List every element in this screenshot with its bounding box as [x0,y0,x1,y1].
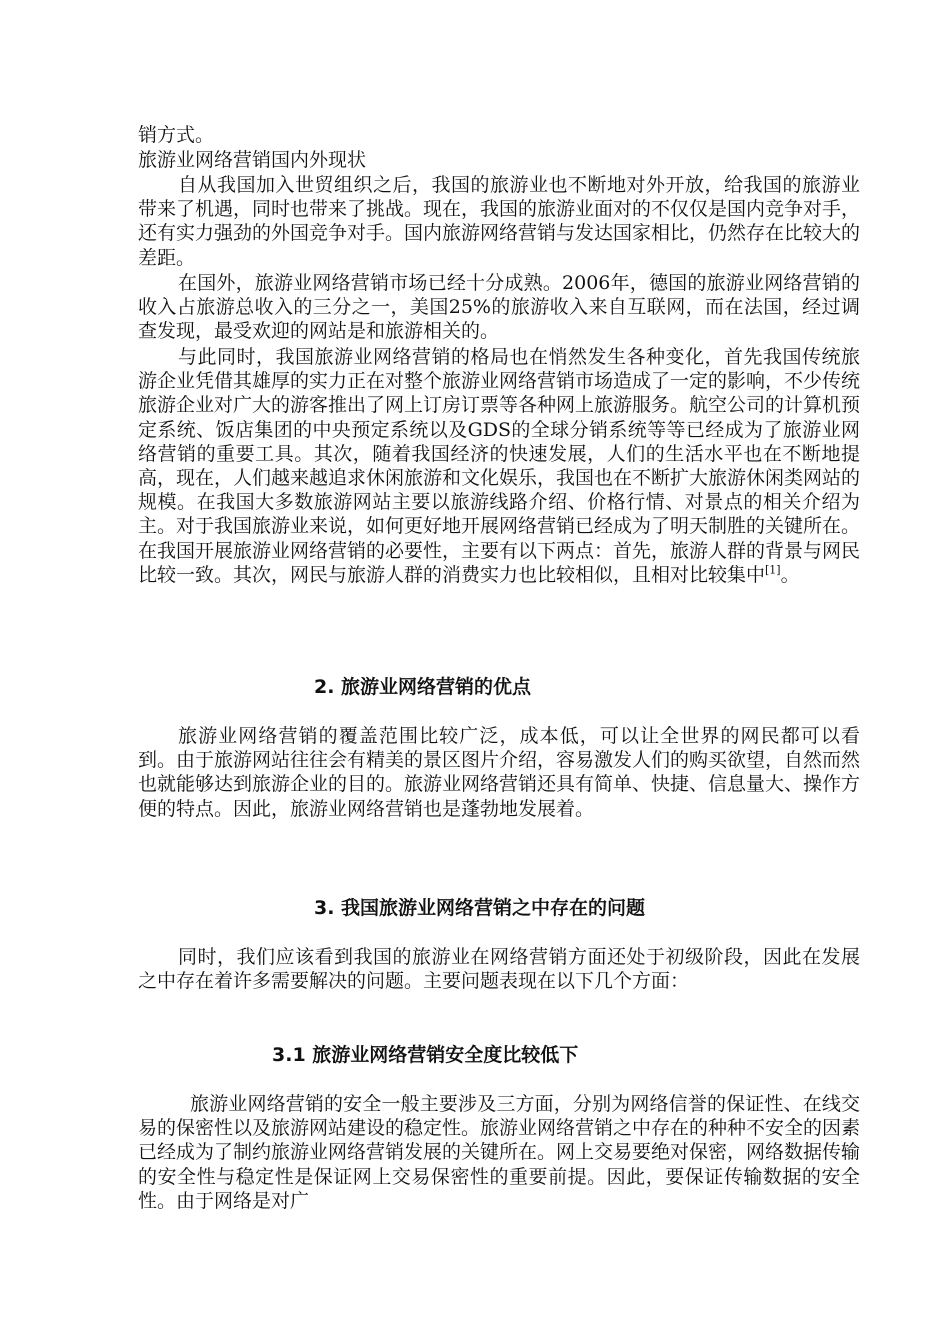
section-heading-advantages: 2. 旅游业网络营销的优点 [314,676,532,698]
subsection-heading-security: 3.1 旅游业网络营销安全度比较低下 [272,1044,579,1066]
paragraph-problems-intro: 同时，我们应该看到我国的旅游业在网络营销方面还处于初级阶段，因此在发展之中存在着许多需要解决的问题。主要问题表现在以下几个方面： [138,946,860,993]
paragraph-wto: 自从我国加入世贸组织之后，我国的旅游业也不断地对外开放，给我国的旅游业带来了机遇，同时也带来了挑战。现在，我国的旅游业面对的不仅仅是国内竞争对手，还有实力强劲的外国竞争对手。国内旅游网络营销与发达国家相比，仍然存在比较大的差距。 [138,174,861,269]
subheading-domestic-foreign: 旅游业网络营销国内外现状 [138,149,367,171]
paragraph-domestic-changes-text: 与此同时，我国旅游业网络营销的格局也在悄然发生各种变化，首先我国传统旅游企业凭借其雄厚的实力正在对整个旅游业网络营销市场造成了一定的影响，不少传统旅游企业对广大的游客推出了网上订房订票等各种网上旅游服务。航空公司的计算机预定系统、饭店集团的中央预定系统以及GDS的全球分销系统等等已经成为了旅游业网络营销的重要工具。其次，随着我国经济的快速发展，人们的生活水平也在不断地提高，现在，人们越来越追求休闲旅游和文化娱乐，我国也在不断扩大旅游休闲类网站的规模。在我国大多数旅游网站主要以旅游线路介绍、价格行情、对景点的相关介绍为主。对于我国旅游业来说，如何更好地开展网络营销已经成为了明天制胜的关键所在。在我国开展旅游业网络营销的必要性，主要有以下两点：首先，旅游人群的背景与网民比较一致。其次，网民与旅游人群的消费实力也比较相似，且相对比较集中 [138,346,861,586]
paragraph-domestic-changes [138,345,860,587]
paragraph-foreign-market: 在国外，旅游业网络营销市场已经十分成熟。2006年，德国的旅游业网络营销的收入占旅游总收入的三分之一，美国25%的旅游收入来自互联网，而在法国，经过调查发现，最受欢迎的网站是和旅游相关的。 [138,272,860,343]
paragraph-domestic-changes-end: 。 [780,563,800,586]
continuation-text: 销方式。 [138,124,215,146]
citation-ref: [1] [765,563,781,577]
paragraph-advantages: 旅游业网络营销的覆盖范围比较广泛，成本低，可以让全世界的网民都可以看到。由于旅游网站往往会有精美的景区图片介绍，容易激发人们的购买欲望，自然而然也就能够达到旅游企业的目的。旅游业网络营销还具有简单、快捷、信息量大、操作方便的特点。因此，旅游业网络营销也是蓬勃地发展着。 [138,725,861,820]
section-heading-problems: 3. 我国旅游业网络营销之中存在的问题 [314,897,646,919]
paragraph-security: 旅游业网络营销的安全一般主要涉及三方面，分别为网络信誉的保证性、在线交易的保密性以及旅游网站建设的稳定性。旅游业网络营销之中存在的种种不安全的因素已经成为了制约旅游业网络营销发展的关键所在。网上交易要绝对保密，网络数据传输的安全性与稳定性是保证网上交易保密性的重要前提。因此，要保证传输数据的安全性。由于网络是对广 [138,1093,861,1212]
